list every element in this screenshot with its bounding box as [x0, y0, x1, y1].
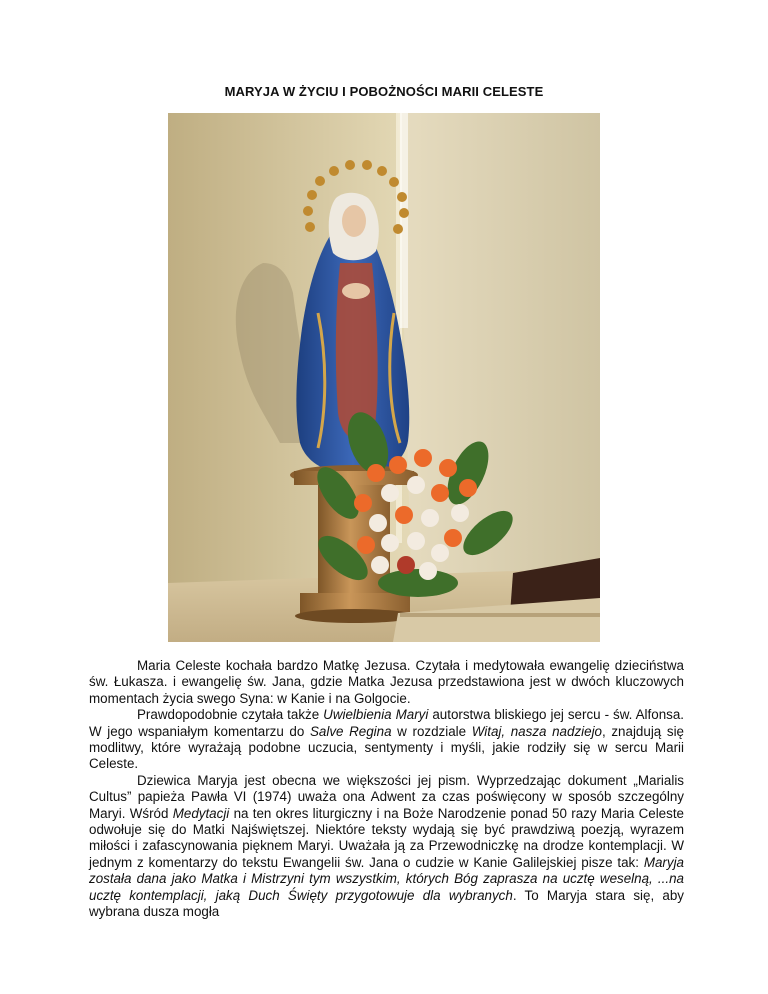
- document-title: MARYJA W ŻYCIU I POBOŻNOŚCI MARII CELESTE: [224, 84, 544, 99]
- paragraph-1: [89, 658, 684, 707]
- body-text: [89, 658, 684, 921]
- p2-seg6-italic: Witaj, nasza nadziejo: [471, 723, 602, 739]
- statue-photo: [168, 113, 600, 642]
- p3-seg3: na ten okres liturgiczny i na Boże Narodzenie ponad 50 razy Maria Celeste odwołuje się do Matki Najświętszej. Niektóre teksty wydają się być prawdziwą poezją, wyrazem miłości i zafascynowania pięknem Maryi. Uważała ją za Przewodniczkę na drodze kontemplacji. W jednym z komentarzy do tekstu Ewangelii św. Jana o cudzie w Kanie Galilejskiej pisze tak:: [89, 805, 684, 870]
- p2-seg2-italic: Uwielbienia Maryi: [323, 707, 429, 723]
- p2-seg5: w rozdziale: [391, 723, 472, 739]
- p2-seg3: autorstwa bliskiego jej sercu - św. Alfonsa. W jego wspaniałym komentarzu do: [89, 707, 685, 739]
- p2-seg1: Prawdopodobnie czytała także: [137, 707, 324, 723]
- p3-seg4-italic: Maryja została dana jako Matka i Mistrzyni tym wszystkim, których Bóg zaprasza na ucztę weselną, ...na ucztę kontemplacji, jaką Duch Święty przygotowuje dla wybranych: [89, 854, 684, 903]
- paragraph-3: [89, 773, 684, 921]
- p3-seg2-italic: Medytacji: [172, 805, 230, 821]
- p3-seg1: Dziewica Maryja jest obecna we większości jej pism. Wyprzedzając dokument „Marialis Cultus” papieża Pawła VI (1974) uważa ona Adwent za czas poświęcony w sposób szczególny Maryi. Wśród: [89, 772, 684, 821]
- p3-seg5: . To Maryja stara się, aby wybrana dusza mogła: [89, 887, 684, 920]
- p2-seg4-italic: Salve Regina: [309, 723, 392, 739]
- p1-seg1: Maria Celeste kochała bardzo Matkę Jezusa. Czytała i medytowała ewangelię dzieciństwa św. Łukasza. i ewangelię św. Jana, gdzie Matka Jezusa przedstawiona jest w dwóch kluczowych momentach życia swego Syna: w Kanie i na Golgocie.: [89, 658, 684, 706]
- paragraph-2: [89, 707, 684, 773]
- p2-seg7: , znajdują się modlitwy, które wyrażają podobne uczucia, sentymenty i myśli, jakie rodziły się w sercu Marii Celeste.: [89, 723, 684, 772]
